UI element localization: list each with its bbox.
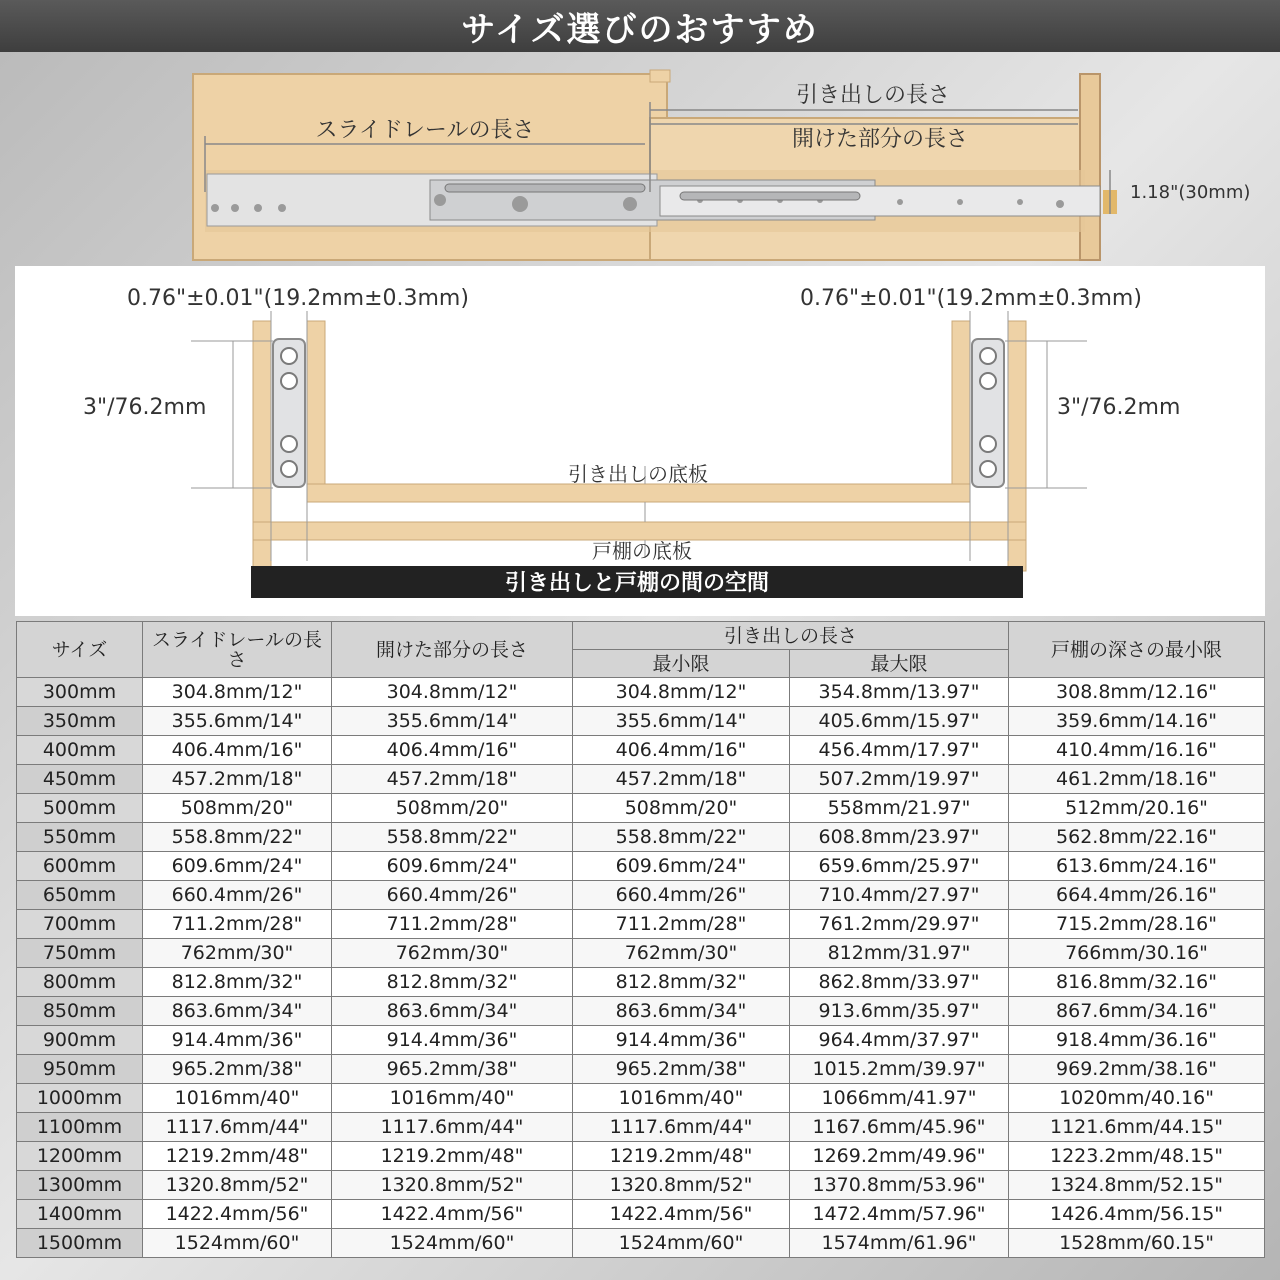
table-row	[17, 1142, 1265, 1171]
cabinet-side-panel	[193, 74, 667, 260]
table-cell: 508mm/20"	[332, 794, 573, 823]
gap-banner-label: 引き出しと戸棚の間の空間	[504, 571, 770, 596]
table-cell: 766mm/30.16"	[1009, 939, 1265, 968]
table-cell: 659.6mm/25.97"	[790, 852, 1009, 881]
page-title: サイズ選びのおすすめ	[0, 0, 1280, 52]
table-cell: 1020mm/40.16"	[1009, 1084, 1265, 1113]
table-cell: 1016mm/40"	[573, 1084, 790, 1113]
table-cell: 1320.8mm/52"	[143, 1171, 332, 1200]
table-cell: 762mm/30"	[573, 939, 790, 968]
table-cell: 969.2mm/38.16"	[1009, 1055, 1265, 1084]
table-cell: 406.4mm/16"	[143, 736, 332, 765]
table-cell: 456.4mm/17.97"	[790, 736, 1009, 765]
table-cell: 1524mm/60"	[332, 1229, 573, 1258]
table-cell: 461.2mm/18.16"	[1009, 765, 1265, 794]
table-cell: 914.4mm/36"	[573, 1026, 790, 1055]
table-cell: 913.6mm/35.97"	[790, 997, 1009, 1026]
table-cell: 660.4mm/26"	[573, 881, 790, 910]
table-cell: 405.6mm/15.97"	[790, 707, 1009, 736]
table-cell: 660.4mm/26"	[332, 881, 573, 910]
table-cell: 863.6mm/34"	[143, 997, 332, 1026]
table-cell: 359.6mm/14.16"	[1009, 707, 1265, 736]
table-cell: 1524mm/60"	[143, 1229, 332, 1258]
table-cell: 1016mm/40"	[332, 1084, 573, 1113]
drawer-front-panel	[1080, 74, 1100, 260]
table-cell: 715.2mm/28.16"	[1009, 910, 1265, 939]
table-body	[17, 678, 1265, 1258]
table-cell: 1219.2mm/48"	[573, 1142, 790, 1171]
table-cell: 507.2mm/19.97"	[790, 765, 1009, 794]
size-cell: 1000mm	[17, 1084, 143, 1113]
table-cell: 304.8mm/12"	[573, 678, 790, 707]
size-cell: 1400mm	[17, 1200, 143, 1229]
table-cell: 918.4mm/36.16"	[1009, 1026, 1265, 1055]
table-cell: 664.4mm/26.16"	[1009, 881, 1265, 910]
table-row	[17, 910, 1265, 939]
header-min: 最小限	[573, 650, 790, 678]
clearance-left-label: 0.76"±0.01"(19.2mm±0.3mm)	[127, 286, 469, 311]
table-row	[17, 881, 1265, 910]
size-cell: 500mm	[17, 794, 143, 823]
table-cell: 812mm/31.97"	[790, 939, 1009, 968]
table-cell: 1269.2mm/49.96"	[790, 1142, 1009, 1171]
drawer-left-wall	[307, 321, 325, 501]
size-cell: 1300mm	[17, 1171, 143, 1200]
rail-length-label: スライドレールの長さ	[315, 118, 535, 143]
drawer-right-wall	[952, 321, 970, 501]
table-cell: 1320.8mm/52"	[332, 1171, 573, 1200]
table-cell: 558.8mm/22"	[573, 823, 790, 852]
table-cell: 711.2mm/28"	[143, 910, 332, 939]
size-cell: 800mm	[17, 968, 143, 997]
table-cell: 1320.8mm/52"	[573, 1171, 790, 1200]
table-cell: 914.4mm/36"	[143, 1026, 332, 1055]
drawer-bottom-label: 引き出しの底板	[568, 462, 708, 486]
table-cell: 1524mm/60"	[573, 1229, 790, 1258]
table-cell: 1574mm/61.96"	[790, 1229, 1009, 1258]
table-cell: 1016mm/40"	[143, 1084, 332, 1113]
size-cell: 650mm	[17, 881, 143, 910]
table-cell: 711.2mm/28"	[332, 910, 573, 939]
table-cell: 609.6mm/24"	[332, 852, 573, 881]
table-cell: 406.4mm/16"	[332, 736, 573, 765]
table-cell: 1117.6mm/44"	[332, 1113, 573, 1142]
table-cell: 1370.8mm/53.96"	[790, 1171, 1009, 1200]
size-cell: 850mm	[17, 997, 143, 1026]
table-row	[17, 1200, 1265, 1229]
table-cell: 304.8mm/12"	[332, 678, 573, 707]
table-cell: 1422.4mm/56"	[332, 1200, 573, 1229]
table-row	[17, 1026, 1265, 1055]
rail-side-view-diagram	[0, 52, 1280, 264]
table-cell: 355.6mm/14"	[332, 707, 573, 736]
table-row	[17, 939, 1265, 968]
table-cell: 609.6mm/24"	[143, 852, 332, 881]
table-cell: 1167.6mm/45.96"	[790, 1113, 1009, 1142]
table-row	[17, 794, 1265, 823]
table-row	[17, 1055, 1265, 1084]
table-cell: 762mm/30"	[143, 939, 332, 968]
size-cell: 700mm	[17, 910, 143, 939]
size-cell: 950mm	[17, 1055, 143, 1084]
table-cell: 562.8mm/22.16"	[1009, 823, 1265, 852]
table-cell: 1117.6mm/44"	[143, 1113, 332, 1142]
header-max: 最大限	[790, 650, 1009, 678]
table-cell: 508mm/20"	[573, 794, 790, 823]
table-cell: 812.8mm/32"	[573, 968, 790, 997]
table-cell: 965.2mm/38"	[573, 1055, 790, 1084]
table-cell: 965.2mm/38"	[332, 1055, 573, 1084]
table-cell: 1219.2mm/48"	[143, 1142, 332, 1171]
slide-rail-inner	[660, 186, 1100, 216]
table-cell: 812.8mm/32"	[332, 968, 573, 997]
table-cell: 512mm/20.16"	[1009, 794, 1265, 823]
table-cell: 761.2mm/29.97"	[790, 910, 1009, 939]
table-cell: 457.2mm/18"	[143, 765, 332, 794]
header-rail-length: スライドレールの長さ	[143, 622, 332, 678]
table-cell: 867.6mm/34.16"	[1009, 997, 1265, 1026]
table-row	[17, 678, 1265, 707]
size-cell: 300mm	[17, 678, 143, 707]
table-cell: 914.4mm/36"	[332, 1026, 573, 1055]
table-cell: 862.8mm/33.97"	[790, 968, 1009, 997]
cabinet-bottom-panel	[253, 522, 1026, 540]
front-gap-label: 1.18"(30mm)	[1130, 182, 1251, 203]
size-cell: 1200mm	[17, 1142, 143, 1171]
table-cell: 406.4mm/16"	[573, 736, 790, 765]
table-cell: 613.6mm/24.16"	[1009, 852, 1265, 881]
drawer-length-label: 引き出しの長さ	[795, 83, 951, 108]
table-row	[17, 765, 1265, 794]
table-row	[17, 1113, 1265, 1142]
table-cell: 355.6mm/14"	[143, 707, 332, 736]
table-cell: 1066mm/41.97"	[790, 1084, 1009, 1113]
table-row	[17, 1171, 1265, 1200]
size-cell: 550mm	[17, 823, 143, 852]
table-row	[17, 707, 1265, 736]
table-row	[17, 1084, 1265, 1113]
cabinet-notch	[650, 70, 670, 82]
table-row	[17, 997, 1265, 1026]
table-cell: 558.8mm/22"	[143, 823, 332, 852]
size-cell: 450mm	[17, 765, 143, 794]
table-row	[17, 736, 1265, 765]
table-cell: 1117.6mm/44"	[573, 1113, 790, 1142]
size-cell: 350mm	[17, 707, 143, 736]
table-cell: 1324.8mm/52.15"	[1009, 1171, 1265, 1200]
size-table	[16, 621, 1265, 1258]
table-cell: 1219.2mm/48"	[332, 1142, 573, 1171]
cabinet-bottom-label: 戸棚の底板	[592, 539, 692, 563]
header-cabinet-depth: 戸棚の深さの最小限	[1009, 622, 1265, 678]
table-cell: 1015.2mm/39.97"	[790, 1055, 1009, 1084]
table-cell: 812.8mm/32"	[143, 968, 332, 997]
height-left-label: 3"/76.2mm	[83, 395, 207, 420]
table-cell: 1422.4mm/56"	[573, 1200, 790, 1229]
header-drawer-length: 引き出しの長さ	[573, 622, 1009, 650]
table-cell: 964.4mm/37.97"	[790, 1026, 1009, 1055]
table-cell: 609.6mm/24"	[573, 852, 790, 881]
table-cell: 1121.6mm/44.15"	[1009, 1113, 1265, 1142]
cross-section-diagram	[15, 266, 1265, 616]
table-cell: 965.2mm/38"	[143, 1055, 332, 1084]
size-cell: 600mm	[17, 852, 143, 881]
size-cell: 1100mm	[17, 1113, 143, 1142]
table-cell: 710.4mm/27.97"	[790, 881, 1009, 910]
table-cell: 304.8mm/12"	[143, 678, 332, 707]
table-cell: 762mm/30"	[332, 939, 573, 968]
table-row	[17, 823, 1265, 852]
size-cell: 400mm	[17, 736, 143, 765]
table-cell: 355.6mm/14"	[573, 707, 790, 736]
table-cell: 1223.2mm/48.15"	[1009, 1142, 1265, 1171]
height-right-label: 3"/76.2mm	[1057, 395, 1181, 420]
table-cell: 1422.4mm/56"	[143, 1200, 332, 1229]
table-cell: 457.2mm/18"	[332, 765, 573, 794]
header-size: サイズ	[17, 622, 143, 678]
size-table-container	[16, 621, 1264, 1253]
table-row	[17, 852, 1265, 881]
table-cell: 508mm/20"	[143, 794, 332, 823]
opened-length-label: 開けた部分の長さ	[791, 127, 969, 152]
size-cell: 900mm	[17, 1026, 143, 1055]
table-cell: 410.4mm/16.16"	[1009, 736, 1265, 765]
header-opened-length: 開けた部分の長さ	[332, 622, 573, 678]
table-row	[17, 1229, 1265, 1258]
table-cell: 1528mm/60.15"	[1009, 1229, 1265, 1258]
table-cell: 608.8mm/23.97"	[790, 823, 1009, 852]
table-cell: 863.6mm/34"	[332, 997, 573, 1026]
table-row	[17, 968, 1265, 997]
table-cell: 1426.4mm/56.15"	[1009, 1200, 1265, 1229]
drawer-bottom-panel	[307, 484, 970, 502]
table-cell: 558.8mm/22"	[332, 823, 573, 852]
size-cell: 1500mm	[17, 1229, 143, 1258]
table-cell: 1472.4mm/57.96"	[790, 1200, 1009, 1229]
table-cell: 457.2mm/18"	[573, 765, 790, 794]
table-cell: 558mm/21.97"	[790, 794, 1009, 823]
table-cell: 308.8mm/12.16"	[1009, 678, 1265, 707]
table-cell: 816.8mm/32.16"	[1009, 968, 1265, 997]
table-cell: 660.4mm/26"	[143, 881, 332, 910]
size-cell: 750mm	[17, 939, 143, 968]
table-cell: 863.6mm/34"	[573, 997, 790, 1026]
clearance-right-label: 0.76"±0.01"(19.2mm±0.3mm)	[800, 286, 1142, 311]
cross-section-panel	[15, 266, 1265, 616]
table-cell: 711.2mm/28"	[573, 910, 790, 939]
table-cell: 354.8mm/13.97"	[790, 678, 1009, 707]
